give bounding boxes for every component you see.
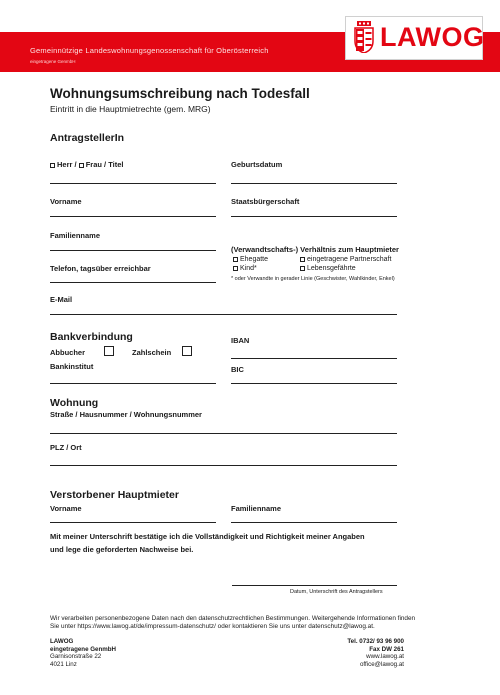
bank-heading: Bankverbindung <box>50 331 133 343</box>
zip-city-line[interactable] <box>50 465 397 466</box>
footer-mail[interactable]: office@lawog.at <box>359 660 404 668</box>
logo-text: LAWOG <box>380 22 485 52</box>
relation-child <box>233 265 257 272</box>
iban-line[interactable] <box>231 358 397 359</box>
relation-note-main: * oder Verwandte in gerader Linie <box>231 276 313 282</box>
child-checkbox[interactable] <box>233 266 238 271</box>
relation-spouse <box>233 256 268 263</box>
footer-company: LAWOG <box>50 638 74 645</box>
relation-partner-label: eingetragene Partnerschaft <box>307 256 392 263</box>
firstname-label: Vorname <box>50 197 82 206</box>
bic-line[interactable] <box>231 383 397 384</box>
org-subtitle: eingetragene GenmbH <box>30 59 76 64</box>
salutation-herr-label: Herr / <box>57 160 79 169</box>
relation-note-detail: (Geschwister, Wahlkinder, Enkel) <box>312 276 395 282</box>
deceased-firstname-line[interactable] <box>50 522 216 523</box>
relation-spouse-label: Ehegatte <box>240 256 269 263</box>
footer-phone: Tel. 0732/ 93 96 900 <box>347 638 404 645</box>
email-label: E-Mail <box>50 295 73 304</box>
footer-web[interactable]: www.lawog.at <box>366 653 404 660</box>
slip-checkbox[interactable] <box>182 346 192 356</box>
signature-caption: Datum, Unterschrift des Antragstellers <box>290 589 383 595</box>
salutation-line[interactable] <box>50 183 216 184</box>
street-label: Straße / Hausnummer / Wohnungsnummer <box>50 410 202 419</box>
footer-company-sub: eingetragene GenmbH <box>50 645 117 653</box>
deceased-heading: Verstorbener Hauptmieter <box>50 489 179 501</box>
page-title: Wohnungsumschreibung nach Todesfall <box>50 86 310 101</box>
life-partner-checkbox[interactable] <box>300 266 305 271</box>
footer-street: Garnisonstraße 22 <box>50 653 102 660</box>
institute-label: Bankinstitut <box>50 362 94 371</box>
debit-label: Abbucher <box>50 348 86 357</box>
citizenship-label: Staatsbürgerschaft <box>231 197 300 206</box>
email-line[interactable] <box>50 314 397 315</box>
salutation-frau-label: Frau / Titel <box>85 160 124 169</box>
frau-checkbox[interactable] <box>79 163 84 168</box>
relation-note <box>231 276 395 282</box>
coat-of-arms-icon <box>354 21 374 53</box>
bic-label: BIC <box>231 365 244 374</box>
footer-city: 4021 Linz <box>50 660 77 668</box>
institute-line[interactable] <box>50 383 216 384</box>
applicant-heading: AntragstellerIn <box>50 132 125 144</box>
org-name: Gemeinnützige Landeswohnungsgenossenschaft für Oberösterreich <box>30 46 269 55</box>
address-heading: Wohnung <box>50 397 99 409</box>
slip-label: Zahlschein <box>132 348 172 357</box>
herr-checkbox[interactable] <box>50 163 55 168</box>
citizenship-line[interactable] <box>231 216 397 217</box>
lastname-line[interactable] <box>50 250 216 251</box>
relation-life-partner <box>300 265 356 272</box>
firstname-line[interactable] <box>50 216 216 217</box>
birthdate-label: Geburtsdatum <box>231 160 283 169</box>
partner-checkbox[interactable] <box>300 257 305 262</box>
deceased-lastname-label: Familienname <box>231 504 282 513</box>
deceased-firstname-label: Vorname <box>50 504 82 513</box>
zip-city-label: PLZ / Ort <box>50 443 82 452</box>
debit-checkbox[interactable] <box>104 346 114 356</box>
iban-label: IBAN <box>231 336 250 345</box>
relation-life-partner-label: Lebensgefährte <box>307 265 356 272</box>
relation-child-label: Kind* <box>240 265 257 272</box>
birthdate-line[interactable] <box>231 183 397 184</box>
page-subtitle: Eintritt in die Hauptmietrechte (gem. MRG) <box>50 104 211 114</box>
phone-line[interactable] <box>50 282 216 283</box>
footer-contact <box>347 638 404 668</box>
footer-fax: Fax DW 261 <box>369 645 404 653</box>
phone-label: Telefon, tagsüber erreichbar <box>50 264 151 273</box>
privacy-line2: Sie unter https://www.lawog.at/de/impressum-datenschutz/ oder kontaktieren Sie uns unter datenschutz@lawog.at. <box>50 623 375 630</box>
spouse-checkbox[interactable] <box>233 257 238 262</box>
confirmation-line1: Mit meiner Unterschrift bestätige ich die Vollständigkeit und Richtigkeit meiner Angaben <box>50 532 365 541</box>
deceased-lastname-line[interactable] <box>231 522 397 523</box>
confirmation-line2: und lege die geforderten Nachweise bei. <box>50 545 194 554</box>
privacy-line1: Wir verarbeiten personenbezogene Daten nach den datenschutzrechtlichen Bestimmungen. Weitergehende Informationen finden <box>50 615 416 622</box>
lastname-label: Familienname <box>50 231 101 240</box>
relation-partner <box>300 256 391 263</box>
signature-line[interactable] <box>232 585 397 586</box>
relation-heading: (Verwandtschafts-) Verhältnis zum Hauptmieter <box>231 245 399 254</box>
salutation-row <box>50 160 123 169</box>
footer-address <box>50 638 116 668</box>
street-line[interactable] <box>50 433 397 434</box>
